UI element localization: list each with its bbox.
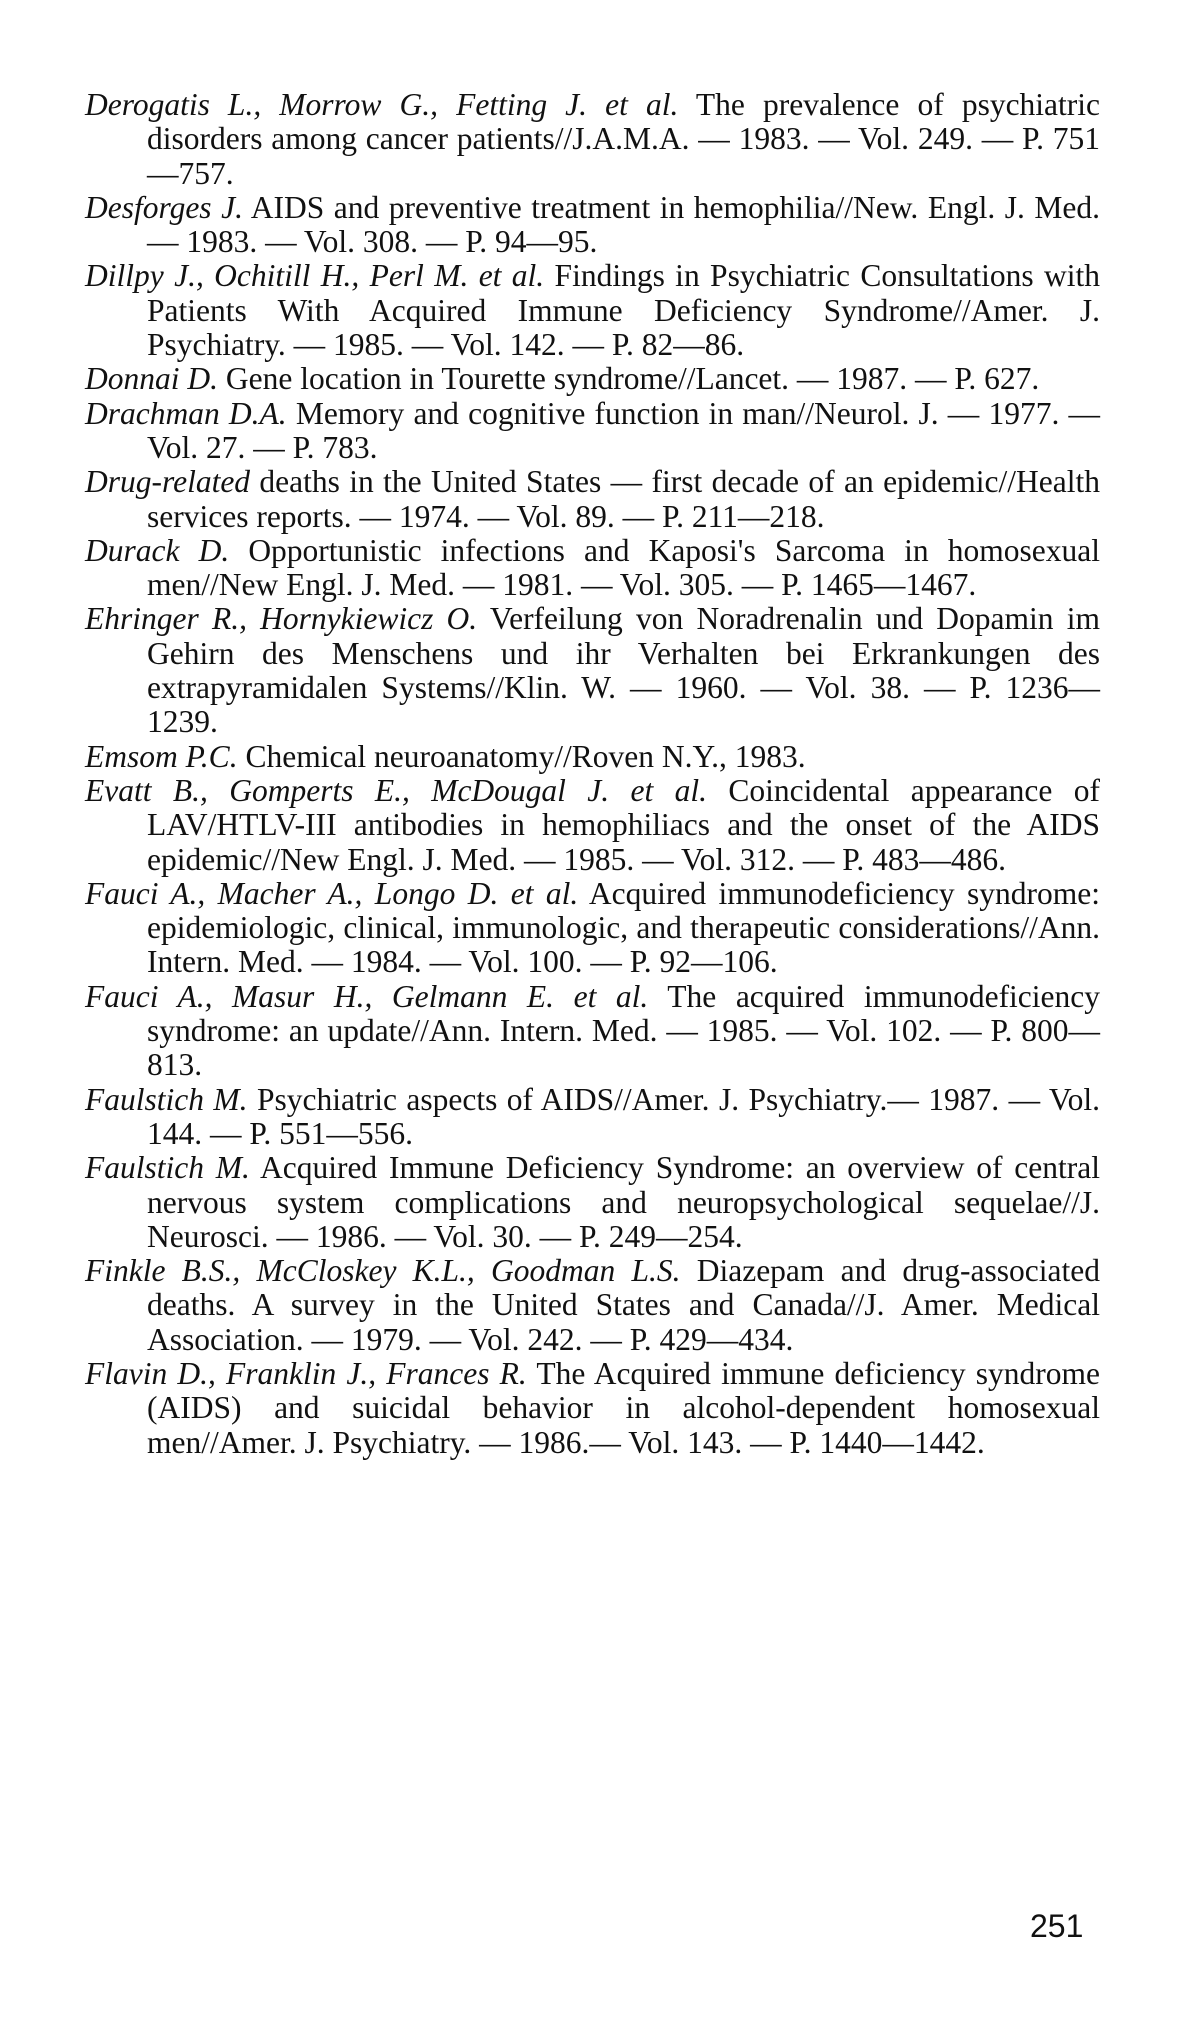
reference-entry [85, 534, 1100, 603]
reference-author: Evatt B., Gomperts E., McDougal J. et al. [85, 772, 708, 808]
reference-text: Psychiatric aspects of AIDS//Amer. J. Psychiatry.— 1987. — Vol. 144. — P. 551—556. [147, 1081, 1100, 1151]
reference-entry [85, 259, 1100, 362]
reference-text: deaths in the United States — first decade of an epidemic//Health services reports. — 1974. — Vol. 89. — P. 211—218. [147, 464, 1100, 534]
reference-text: AIDS and preventive treatment in hemophilia//New. Engl. J. Med. — 1983. — Vol. 308. — P. 94—95. [147, 189, 1101, 260]
reference-author: Derogatis L., Morrow G., Fetting J. et al. [85, 87, 679, 122]
reference-text: The Acquired immune deficiency syndrome (AIDS) and suicidal behavior in alcohol-dependent homosexual men//Amer. J. Psychiatry. — 1986.— Vol. 143. — P. 1440—1442. [147, 1355, 1100, 1460]
reference-entry [85, 877, 1100, 980]
reference-author: Dillpy J., Ochitill H., Perl M. et al. [85, 258, 545, 294]
reference-entry [85, 774, 1100, 877]
reference-text: Coincidental appearance of LAV/HTLV-III antibodies in hemophiliacs and the onset of the AIDS epidemic//New Engl. J. Med. — 1985. — Vol. 312. — P. 483—486. [147, 772, 1101, 877]
reference-author: Durack D. [85, 532, 230, 568]
reference-author: Ehringer R., Hornykiewicz O. [85, 601, 478, 637]
reference-author: Flavin D., Franklin J., Frances R. [85, 1355, 527, 1391]
reference-entry [85, 740, 1100, 774]
reference-author: Faulstich M. [85, 1150, 250, 1186]
reference-text: The acquired immunodeficiency syndrome: an update//Ann. Intern. Med. — 1985. — Vol. 102. — P. 800—813. [147, 978, 1100, 1083]
reference-author: Desforges J. [85, 189, 243, 225]
reference-text: Acquired immunodeficiency syndrome: epidemiologic, clinical, immunologic, and therapeutic considerations//Ann. Intern. Med. — 1984. — Vol. 100. — P. 92—106. [147, 875, 1100, 980]
reference-entry [85, 1357, 1100, 1460]
reference-author: Fauci A., Masur H., Gelmann E. et al. [85, 978, 649, 1014]
reference-page [85, 88, 1100, 1460]
reference-text: Verfeilung von Noradrenalin und Dopamin im Gehirn des Menschens und ihr Verhalten bei Erkrankungen des extrapyramidalen Systems//Klin. W. — 1960. — Vol. 38. — P. 1236—1239. [147, 601, 1100, 740]
reference-text: Chemical neuroanatomy//Roven N.Y., 1983. [245, 738, 806, 774]
reference-text: Acquired Immune Deficiency Syndrome: an overview of central nervous system complications and neuropsychological sequelae//J. Neurosci. — 1986. — Vol. 30. — P. 249—254. [147, 1150, 1100, 1254]
reference-author: Finkle B.S., McCloskey K.L., Goodman L.S. [85, 1253, 681, 1289]
reference-author: Drug-related [85, 464, 251, 500]
reference-entry [85, 191, 1100, 260]
reference-author: Donnai D. [85, 361, 218, 397]
reference-text: Memory and cognitive function in man//Neurol. J. — 1977. — Vol. 27. — P. 783. [147, 395, 1101, 465]
reference-entry [85, 397, 1100, 466]
reference-author: Faulstich M. [85, 1081, 248, 1117]
reference-text: The prevalence of psychiatric disorders among cancer patients//J.A.M.A. — 1983. — Vol. 249. — P. 751—757. [147, 87, 1101, 191]
reference-text: Findings in Psychiatric Consultations with Patients With Acquired Immune Deficiency Syndrome//Amer. J. Psychiatry. — 1985. — Vol. 142. — P. 82—86. [147, 258, 1100, 363]
reference-entry [85, 1083, 1100, 1152]
reference-list [85, 88, 1100, 1460]
reference-entry [85, 362, 1100, 396]
reference-entry [85, 88, 1100, 191]
reference-text: Diazepam and drug-associated deaths. A survey in the United States and Canada//J. Amer. Medical Association. — 1979. — Vol. 242. — P. 429—434. [147, 1253, 1100, 1357]
reference-entry [85, 1151, 1100, 1254]
reference-text: Opportunistic infections and Kaposi's Sarcoma in homosexual men//New Engl. J. Med. — 1981. — Vol. 305. — P. 1465—1467. [147, 532, 1100, 603]
reference-author: Fauci A., Macher A., Longo D. et al. [85, 875, 579, 911]
reference-entry [85, 1254, 1100, 1357]
reference-entry [85, 980, 1100, 1083]
reference-author: Emsom P.C. [85, 738, 238, 774]
reference-text: Gene location in Tourette syndrome//Lancet. — 1987. — P. 627. [225, 361, 1040, 397]
reference-author: Drachman D.A. [85, 395, 287, 431]
reference-entry [85, 602, 1100, 739]
reference-entry [85, 465, 1100, 534]
page-number: 251 [1030, 1908, 1084, 1944]
